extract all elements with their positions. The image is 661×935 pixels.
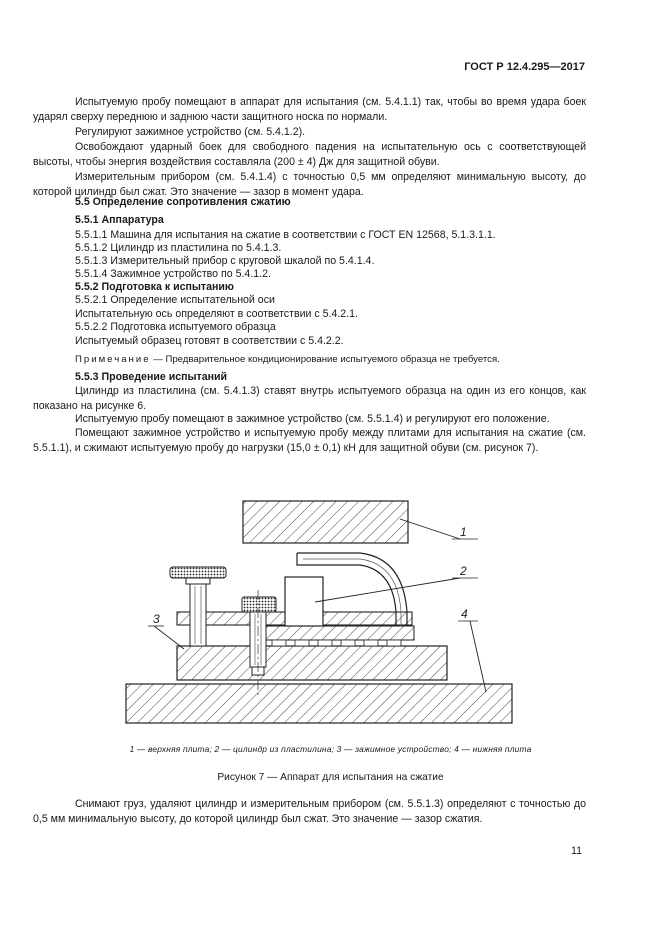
final-paragraph: Снимают груз, удаляют цилиндр и измерительным прибором (см. 5.5.1.3) определяют с точностью до 0,5 мм минимальную высоту, до которой цилиндр был сжат. Это значение — зазор сжатия. bbox=[33, 798, 586, 825]
item-5-5-1-2: 5.5.1.2 Цилиндр из пластилина по 5.4.1.3. bbox=[75, 242, 282, 254]
section-5-5-title: 5.5 Определение сопротивления сжатию bbox=[75, 196, 291, 208]
specimen-sole bbox=[262, 626, 414, 646]
section-5-5-2-title: 5.5.2 Подготовка к испытанию bbox=[75, 281, 234, 293]
item-5-5-2-1: 5.5.2.1 Определение испытательной оси bbox=[75, 294, 275, 306]
page-number: 11 bbox=[571, 845, 582, 857]
item-5-5-2-1-text: Испытательную ось определяют в соответствии с 5.4.2.1. bbox=[75, 308, 358, 320]
figure-label-4: 4 bbox=[461, 607, 468, 621]
note-text: — Предварительное кондиционирование испытуемого образца не требуется. bbox=[150, 354, 500, 365]
clamp-base bbox=[177, 646, 447, 680]
paragraph-2: Регулируют зажимное устройство (см. 5.4.1.2). bbox=[75, 126, 306, 138]
figure-label-1: 1 bbox=[460, 525, 467, 539]
figure-label-3: 3 bbox=[153, 612, 160, 626]
paragraph-3: Освобождают ударный боек для свободного падения на испытательную ось с соответствующей высоты, чтобы энергия воздействия составляла (200 ± 4) Дж для защитной обуви. bbox=[33, 141, 586, 168]
note-label: Примечание bbox=[75, 354, 151, 365]
paragraph-5-5-3-2: Испытуемую пробу помещают в зажимное устройство (см. 5.5.1.4) и регулируют его положение. bbox=[75, 413, 550, 425]
paragraph-1: Испытуемую пробу помещают в аппарат для испытания (см. 5.4.1.1) так, чтобы во время удара боек ударял сверху переднюю и заднюю части защитного носка по нормали. bbox=[33, 96, 586, 123]
leader-3 bbox=[154, 626, 184, 649]
section-5-5-3-title: 5.5.3 Проведение испытаний bbox=[75, 371, 228, 383]
lower-plate bbox=[126, 684, 512, 723]
paragraph-5-5-3-1: Цилиндр из пластилина (см. 5.4.1.3) ставят внутрь испытуемого образца на один из его концов, как показано на рисунке 6. bbox=[33, 385, 586, 412]
item-5-5-1-4: 5.5.1.4 Зажимное устройство по 5.4.1.2. bbox=[75, 268, 271, 280]
item-5-5-1-1: 5.5.1.1 Машина для испытания на сжатие в соответствии с ГОСТ EN 12568, 5.1.3.1.1. bbox=[75, 229, 496, 241]
item-5-5-1-3: 5.5.1.3 Измерительный прибор с круговой шкалой по 5.4.1.4. bbox=[75, 255, 375, 267]
leader-1 bbox=[400, 519, 460, 539]
document-header: ГОСТ Р 12.4.295—2017 bbox=[464, 61, 585, 73]
figure-label-2: 2 bbox=[460, 564, 467, 578]
upper-plate bbox=[243, 501, 408, 543]
item-5-5-2-2-text: Испытуемый образец готовят в соответствии с 5.4.2.2. bbox=[75, 335, 344, 347]
section-5-5-1-title: 5.5.1 Аппаратура bbox=[75, 214, 164, 226]
paragraph-5-5-3-3: Помещают зажимное устройство и испытуемую пробу между плитами для испытания на сжатие (см. 5.5.1.1), и сжимают испытуемую пробу до нагрузки (15,0 ± 0,1) кН для защитной обуви (см. рисунок 7). bbox=[33, 427, 586, 454]
paragraph-4: Измерительным прибором (см. 5.4.1.4) с точностью 0,5 мм определяют минимальную высоту, до которой цилиндр был сжат. Это значение — зазор в момент удара. bbox=[33, 171, 586, 198]
leader-4 bbox=[470, 621, 486, 692]
figure-legend: 1 — верхняя плита; 2 — цилиндр из пластилина; 3 — зажимное устройство; 4 — нижняя плита bbox=[129, 744, 532, 754]
item-5-5-2-2: 5.5.2.2 Подготовка испытуемого образца bbox=[75, 321, 276, 333]
figure-caption: Рисунок 7 — Аппарат для испытания на сжатие bbox=[217, 772, 444, 783]
left-clamp-screw bbox=[170, 567, 226, 646]
